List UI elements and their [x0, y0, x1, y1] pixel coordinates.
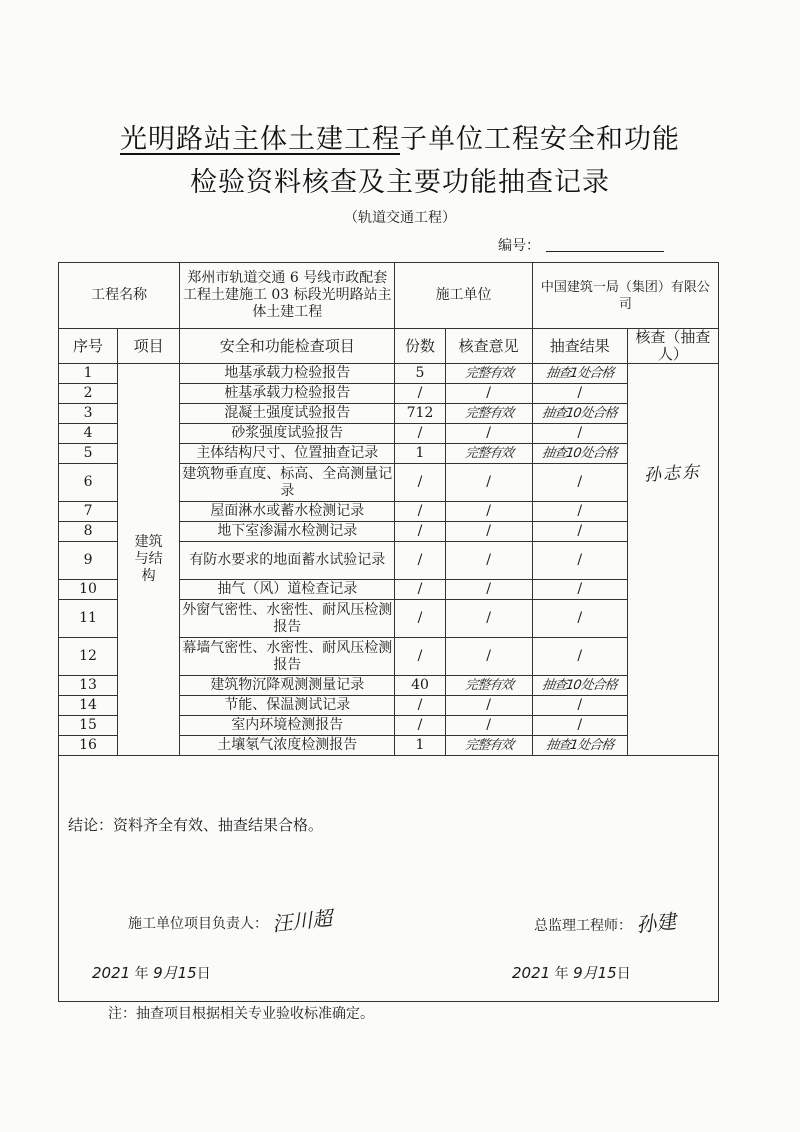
conclusion-text: 结论：资料齐全有效、抽查结果合格。 [68, 816, 324, 834]
project-name-label: 工程名称 [59, 263, 180, 329]
row-item: 节能、保温测试记录 [180, 696, 395, 716]
row-item: 建筑物垂直度、标高、全高测量记录 [180, 464, 395, 502]
contractor-signature-block [128, 905, 334, 937]
row-seq: 6 [59, 464, 118, 502]
row-result [532, 404, 627, 424]
row-seq: 9 [59, 542, 118, 580]
row-copies: 1 [395, 736, 445, 756]
footnote: 注：抽查项目根据相关专业验收标准确定。 [108, 1006, 374, 1022]
row-result-text: 抽查1处合格 [545, 366, 615, 381]
row-opinion: / [445, 502, 532, 522]
table-row [59, 364, 719, 384]
row-item: 屋面淋水或蓄水检测记录 [180, 502, 395, 522]
col-opinion-header: 核查意见 [445, 329, 532, 364]
row-copies: 5 [395, 364, 445, 384]
row-copies: / [395, 424, 445, 444]
document-subtitle: （轨道交通工程） [344, 210, 456, 226]
row-copies: / [395, 464, 445, 502]
row-seq: 12 [59, 638, 118, 676]
col-category-header: 项目 [118, 329, 180, 364]
checker-signature: 孙志东 [643, 462, 702, 486]
col-checker-header: 核查（抽查人） [627, 329, 718, 364]
document-title-line2: 检验资料核查及主要功能抽查记录 [190, 167, 610, 198]
row-result: / [532, 502, 627, 522]
row-result: / [532, 696, 627, 716]
col-item-header: 安全和功能检查项目 [180, 329, 395, 364]
contractor-date [92, 962, 211, 983]
row-opinion: / [445, 542, 532, 580]
row-item: 土壤氡气浓度检测报告 [180, 736, 395, 756]
row-item: 外窗气密性、水密性、耐风压检测报告 [180, 600, 395, 638]
contractor-signature: 汪川超 [271, 905, 334, 937]
row-result: / [532, 600, 627, 638]
row-item: 混凝土强度试验报告 [180, 404, 395, 424]
row-opinion: / [445, 464, 532, 502]
row-copies: / [395, 580, 445, 600]
row-result [532, 364, 627, 384]
row-result-text: 抽查10处合格 [541, 446, 619, 461]
row-item: 桩基承载力检验报告 [180, 384, 395, 404]
row-item: 地下室渗漏水检测记录 [180, 522, 395, 542]
project-info-row [59, 263, 719, 329]
row-copies: / [395, 502, 445, 522]
supervisor-date [512, 962, 631, 983]
col-copies-header: 份数 [395, 329, 445, 364]
row-result-text: 抽查10处合格 [541, 678, 619, 693]
row-result: / [532, 522, 627, 542]
row-copies: / [395, 638, 445, 676]
contractor-label: 施工单位 [395, 263, 532, 329]
row-copies: 40 [395, 676, 445, 696]
row-seq: 10 [59, 580, 118, 600]
row-opinion [445, 736, 532, 756]
row-item: 建筑物沉降观测测量记录 [180, 676, 395, 696]
serial-number [498, 235, 664, 255]
supervisor-signature: 孙建 [635, 908, 678, 938]
row-opinion [445, 444, 532, 464]
row-result: / [532, 464, 627, 502]
column-header-row [59, 329, 719, 364]
row-item: 有防水要求的地面蓄水试验记录 [180, 542, 395, 580]
row-result: / [532, 580, 627, 600]
row-opinion: / [445, 424, 532, 444]
supervisor-date-month-day: 9月15 [573, 964, 617, 982]
row-opinion: / [445, 716, 532, 736]
row-result: / [532, 384, 627, 404]
row-result-text: 抽查1处合格 [545, 738, 615, 753]
row-result: / [532, 542, 627, 580]
row-seq: 13 [59, 676, 118, 696]
row-opinion: / [445, 522, 532, 542]
col-seq-header: 序号 [59, 329, 118, 364]
row-result [532, 736, 627, 756]
row-copies: 1 [395, 444, 445, 464]
row-result [532, 676, 627, 696]
row-item: 室内环境检测报告 [180, 716, 395, 736]
row-item: 抽气（风）道检查记录 [180, 580, 395, 600]
row-copies: / [395, 696, 445, 716]
supervisor-date-day-label: 日 [616, 966, 631, 982]
row-seq: 8 [59, 522, 118, 542]
row-seq: 14 [59, 696, 118, 716]
row-copies: / [395, 600, 445, 638]
row-seq: 11 [59, 600, 118, 638]
row-opinion [445, 364, 532, 384]
row-copies: / [395, 716, 445, 736]
row-copies: / [395, 522, 445, 542]
contractor-date-year-label: 年 [134, 966, 149, 982]
inspection-table [58, 262, 719, 756]
row-result: / [532, 638, 627, 676]
row-opinion: / [445, 600, 532, 638]
row-opinion [445, 676, 532, 696]
row-seq: 2 [59, 384, 118, 404]
title-underlined-part: 光明路站主体土建工程 [120, 124, 400, 155]
checker-signature-cell [627, 364, 718, 756]
row-copies: / [395, 542, 445, 580]
category-cell: 建筑与结构 [118, 364, 180, 756]
row-seq: 15 [59, 716, 118, 736]
row-opinion-text: 完整有效 [463, 406, 514, 421]
row-opinion: / [445, 580, 532, 600]
row-opinion-text: 完整有效 [463, 678, 514, 693]
row-seq: 16 [59, 736, 118, 756]
supervisor-date-year-label: 年 [554, 966, 569, 982]
serial-blank-line [546, 237, 664, 252]
row-seq: 3 [59, 404, 118, 424]
row-opinion-text: 完整有效 [463, 366, 514, 381]
contractor-date-month-day: 9月15 [153, 964, 197, 982]
contractor-date-year: 2021 [92, 964, 131, 982]
row-seq: 7 [59, 502, 118, 522]
supervisor-date-year: 2021 [512, 964, 551, 982]
row-item: 地基承载力检验报告 [180, 364, 395, 384]
row-seq: 4 [59, 424, 118, 444]
row-copies: 712 [395, 404, 445, 424]
document-title-line1 [0, 117, 800, 156]
project-name-value: 郑州市轨道交通 6 号线市政配套工程土建施工 03 标段光明路站主体土建工程 [180, 263, 395, 329]
supervisor-signature-block [534, 907, 676, 936]
row-opinion: / [445, 384, 532, 404]
row-item: 主体结构尺寸、位置抽查记录 [180, 444, 395, 464]
row-seq: 5 [59, 444, 118, 464]
row-opinion [445, 404, 532, 424]
row-result-text: 抽查10处合格 [541, 406, 619, 421]
row-seq: 1 [59, 364, 118, 384]
row-opinion-text: 完整有效 [463, 446, 514, 461]
row-result: / [532, 716, 627, 736]
row-result [532, 444, 627, 464]
contractor-value: 中国建筑一局（集团）有限公司 [532, 263, 718, 329]
title-rest-part: 子单位工程安全和功能 [400, 124, 680, 155]
row-opinion: / [445, 696, 532, 716]
serial-label: 编号： [498, 238, 540, 254]
row-opinion: / [445, 638, 532, 676]
contractor-sign-label: 施工单位项目负责人： [128, 916, 268, 932]
contractor-date-day-label: 日 [196, 966, 211, 982]
row-copies: / [395, 384, 445, 404]
supervisor-sign-label: 总监理工程师： [534, 918, 632, 934]
row-item: 砂浆强度试验报告 [180, 424, 395, 444]
col-result-header: 抽查结果 [532, 329, 627, 364]
row-result: / [532, 424, 627, 444]
row-opinion-text: 完整有效 [463, 738, 514, 753]
row-item: 幕墙气密性、水密性、耐风压检测报告 [180, 638, 395, 676]
